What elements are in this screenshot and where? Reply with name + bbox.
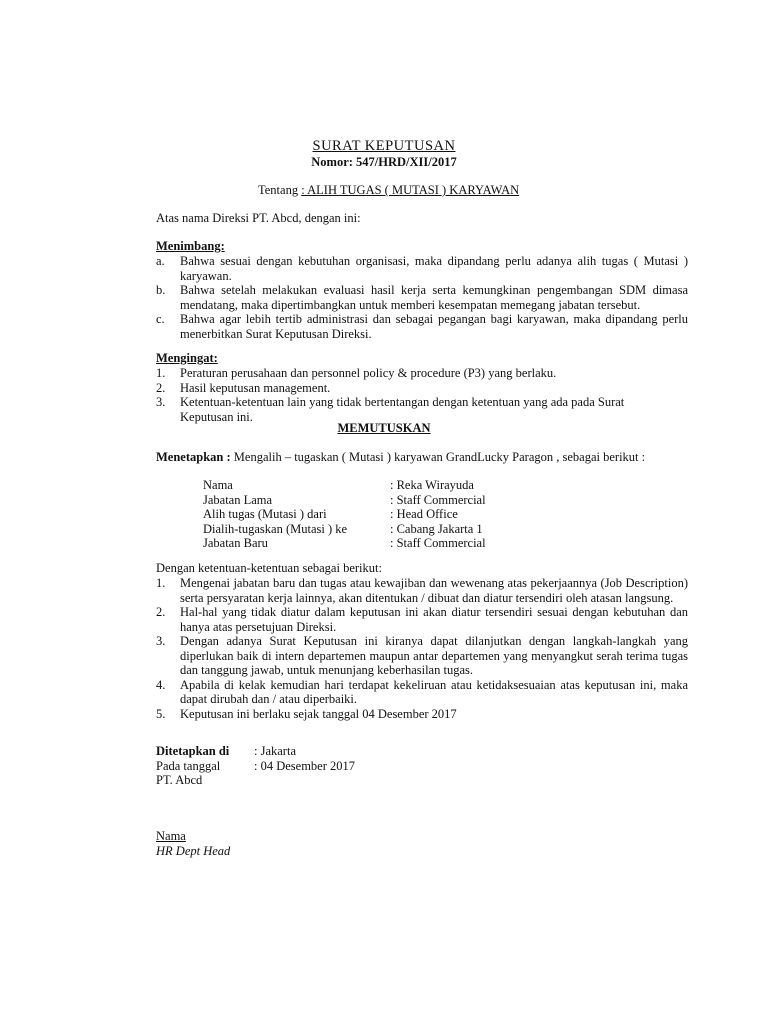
list-item: 2. Hal-hal yang tidak diatur dalam keputusan ini akan diatur tersendiri sesuai dengan kebutuhan dan hanya atas persetujuan Direksi. [156, 605, 688, 634]
ketentuan-intro: Dengan ketentuan-ketentuan sebagai berikut: [156, 561, 382, 575]
subject-label: Tentang [258, 183, 299, 197]
detail-row: Jabatan Baru : Staff Commercial [203, 536, 486, 550]
list-item: 3. Ketentuan-ketentuan lain yang tidak bertentangan dengan ketentuan yang ada pada Surat Keputusan ini. [156, 395, 625, 424]
employee-details [203, 478, 486, 551]
list-item: 4. Apabila di kelak kemudian hari terdapat kekeliruan atau ketidaksesuaian atas keputusan ini, maka dapat dirubah dan / atau diperbaiki. [156, 677, 688, 706]
opening-statement: Atas nama Direksi PT. Abcd, dengan ini: [156, 211, 361, 225]
tanggal-row: Pada tanggal : 04 Desember 2017 [156, 758, 356, 773]
list-item: 5. Keputusan ini berlaku sejak tanggal 04 Desember 2017 [156, 706, 457, 721]
signatory-name: Nama [156, 829, 186, 843]
list-item: c. Bahwa agar lebih tertib administrasi dan sebagai pegangan bagi karyawan, maka dipandang perlu menerbitkan Surat Keputusan Direksi. [156, 312, 688, 341]
company-name: PT. Abcd [156, 773, 203, 787]
subject-line [258, 183, 519, 198]
ditetapkan-row: Ditetapkan di : Jakarta [156, 744, 296, 758]
mengingat-list [156, 366, 688, 424]
detail-row: Jabatan Lama : Staff Commercial [203, 492, 486, 507]
menetapkan-text: Mengalih – tugaskan ( Mutasi ) karyawan GrandLucky Paragon , sebagai berikut : [233, 450, 646, 464]
list-item: b. Bahwa setelah melakukan evaluasi hasil kerja serta kemungkinan pengembangan SDM dimasa mendatang, maka dipertimbangkan untuk memberi kesempatan memegang jabatan tersebut. [156, 283, 688, 312]
list-item: a. Bahwa sesuai dengan kebutuhan organisasi, maka dipandang perlu adanya alih tugas ( Mutasi ) karyawan. [156, 254, 688, 283]
menimbang-list [156, 254, 688, 341]
detail-row: Nama : Reka Wirayuda [203, 478, 474, 492]
detail-row: Alih tugas (Mutasi ) dari : Head Office [203, 507, 458, 521]
detail-row: Dialih-tugaskan (Mutasi ) ke : Cabang Jakarta 1 [203, 521, 483, 536]
menimbang-heading: Menimbang: [156, 239, 225, 253]
menetapkan-label: Menetapkan : [156, 450, 231, 464]
document-number: Nomor: 547/HRD/XII/2017 [311, 155, 457, 169]
subject-value: : ALIH TUGAS ( MUTASI ) KARYAWAN [301, 183, 520, 197]
memutuskan-heading: MEMUTUSKAN [337, 421, 431, 435]
signature-details [156, 744, 355, 773]
ketentuan-list [156, 576, 688, 721]
document-title: SURAT KEPUTUSAN [312, 138, 456, 154]
list-item: 3. Dengan adanya Surat Keputusan ini kiranya dapat dilanjutkan dengan langkah-langkah yang diperlukan baik di intern departemen maupun antar departemen yang menyangkut serah terima tugas dan tanggung jawab, untuk menunjang keberhasilan tugas. [156, 634, 688, 677]
list-item: 2. Hasil keputusan management. [156, 380, 331, 395]
list-item: 1. Peraturan perusahaan dan personnel policy & procedure (P3) yang berlaku. [156, 366, 557, 380]
list-item: 1. Mengenai jabatan baru dan tugas atau kewajiban dan wewenang atas pekerjaannya (Job Description) serta persyaratan kerja lainnya, akan ditentukan / dibuat dan diatur tersendiri oleh atasan langsung. [156, 576, 688, 605]
menetapkan-line [156, 450, 645, 465]
signatory-title: HR Dept Head [156, 844, 231, 858]
mengingat-heading: Mengingat: [156, 351, 218, 365]
